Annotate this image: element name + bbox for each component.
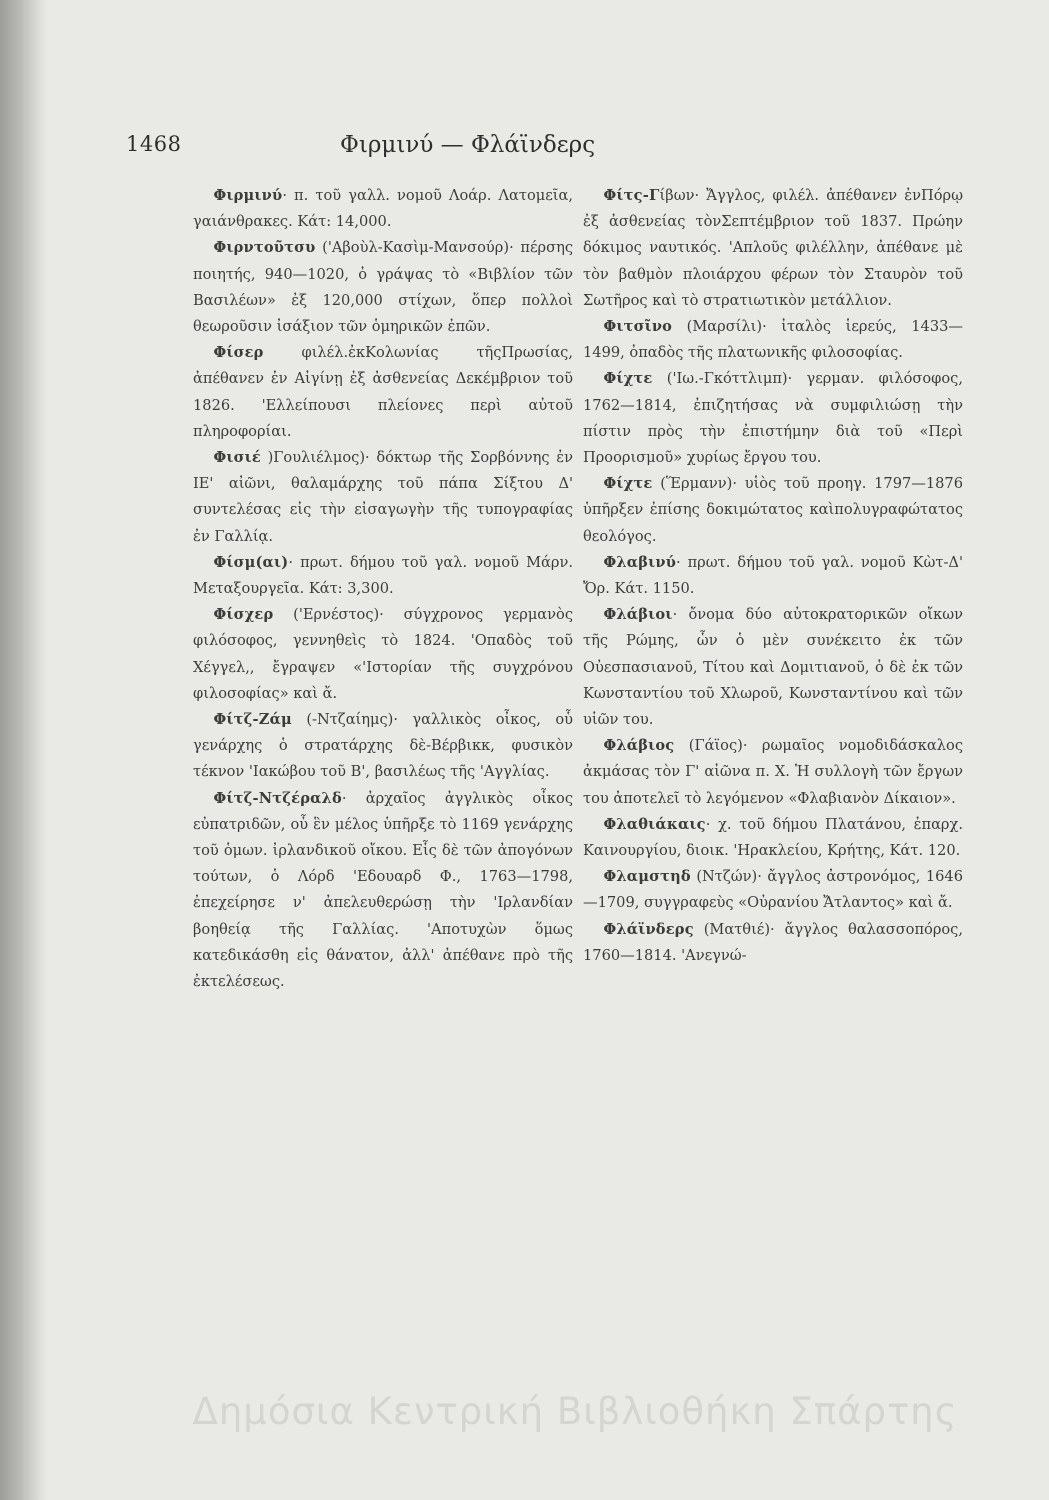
entry-headword: Φλαμστηδ bbox=[603, 868, 691, 886]
dictionary-entry bbox=[193, 340, 573, 445]
entry-text: ('Αβοὺλ-Κασὶμ-Μανσούρ)· πέρσης ποιητής, 940—1020, ὁ γράψας τὸ «Βιβλίον τῶν Βασιλέων» ἐξ 120,000 στίχων, ὅπερ πολλοὶ θεωροῦσιν ἰσάξιον τῶν ὁμηρικῶν ἐπῶν. bbox=[193, 239, 573, 336]
entry-headword: Φιτσῖνο bbox=[603, 318, 673, 336]
left-column bbox=[193, 183, 573, 995]
dictionary-entry bbox=[583, 602, 963, 733]
entry-headword: Φίσχερ bbox=[213, 606, 274, 624]
entry-text: · πρωτ. δήμου τοῦ γαλ. νομοῦ Κὼτ-Δ' Ὄρ. Κάτ. 1150. bbox=[583, 553, 963, 598]
entry-text: (Ἕρμανν)· υἱὸς τοῦ προηγ. 1797—1876 ὑπῆρξεν ἐπίσης δοκιμώτατος καὶπολυγραφώτατος θεολόγος. bbox=[583, 475, 963, 545]
dictionary-entry bbox=[583, 917, 963, 969]
right-column bbox=[583, 183, 963, 969]
entry-headword: Φίχτε bbox=[603, 370, 653, 388]
entry-headword: Φλάϊνδερς bbox=[603, 920, 694, 938]
entry-headword: Φίτζ-Ζάμ bbox=[213, 711, 292, 729]
entry-text: (Ντζών)· ἄγγλος ἀστρονόμος, 1646—1709, συγγραφεὺς «Οὐρανίου Ἄτλαντος» καὶ ἄ. bbox=[583, 868, 963, 912]
running-head: Φιρμινύ — Φλάϊνδερς bbox=[340, 132, 596, 158]
entry-text: φιλέλ.ἐκΚολωνίας τῆςΠρωσίας, ἀπέθανεν ἐν Αἰγίνῃ ἐξ ἀσθενείας Δεκέμβριον τοῦ 1826. 'Ελλείπουσι πλείονες περὶ αὐτοῦ πληροφορίαι. bbox=[193, 344, 573, 440]
entry-headword: Φιρντοῦτσυ bbox=[213, 239, 316, 257]
dictionary-entry bbox=[193, 602, 573, 707]
entry-text: · π. τοῦ γαλλ. νομοῦ Λοάρ. Λατομεῖα, γαιάνθρακες. Κάτ: 14,000. bbox=[193, 187, 573, 231]
dictionary-entry bbox=[583, 471, 963, 550]
entry-text: · ὄνομα δύο αὐτοκρατορικῶν οἴκων τῆς Ρώμης, ὧν ὁ μὲν συνέκειτο ἐκ τῶν Οὐεσπασιανοῦ, Τίτου καὶ Δομιτιανοῦ, ὁ δὲ ἐκ τῶν Κωνσταντίου τοῦ Χλωροῦ, Κωνσταντίνου καὶ τῶν υἱῶν του. bbox=[583, 606, 963, 729]
dictionary-entry bbox=[193, 235, 573, 340]
entry-text: ίβων· Ἄγγλος, φιλέλ. ἀπέθανεν ἐνΠόρῳ ἐξ ἀσθενείας τὸνΣεπτέμβριον τοῦ 1837. Πρώην δόκιμος ναυτικός. 'Απλοῦς φιλέλλην, ἀπέθανε μὲ τὸν βαθμὸν πλοιάρχου φέρων τὸν Σταυρὸν τοῦ Σωτῆρος καὶ τὸ στρατιωτικὸν μετάλλιον. bbox=[583, 187, 963, 309]
entry-text: · ἀρχαῖος ἀγγλικὸς οἶκος εὐπατριδῶν, οὗ ἓν μέλος ὑπῆρξε τὸ 1169 γενάρχης τοῦ ὁμων. ἰρλανδικοῦ οἴκου. Εἷς δὲ τῶν ἀπογόνων τούτων, ὁ Λόρδ 'Εδουαρδ Φ., 1763—1798, ἐπεχείρησε ν' ἀπελευθερώσῃ τὴν 'Ιρλανδίαν βοηθείᾳ τῆς Γαλλίας. 'Αποτυχὼν ὅμως κατεδικάσθη εἰς θάνατον, ἀλλ' ἀπέθανε πρὸ τῆς ἐκτελέσεως. bbox=[193, 789, 573, 991]
dictionary-entry bbox=[193, 707, 573, 786]
entry-headword: Φίχτε bbox=[603, 475, 653, 493]
page-header bbox=[126, 132, 976, 166]
dictionary-entry bbox=[193, 183, 573, 235]
dictionary-entry bbox=[583, 550, 963, 602]
page-number: 1468 bbox=[126, 132, 182, 156]
dictionary-entry bbox=[193, 786, 573, 996]
entry-headword: Φλαθιάκαις bbox=[603, 815, 706, 833]
entry-text: )Γουλιέλμος)· δόκτωρ τῆς Σορβόννης ἐν ΙΕ' αἰῶνι, θαλαμάρχης τοῦ πάπα Σίξτου Δ' συντελέσας εἰς τὴν εἰσαγωγὴν τῆς τυπογραφίας ἐν Γαλλίᾳ. bbox=[193, 449, 573, 545]
entry-headword: Φίσερ bbox=[213, 344, 264, 362]
library-watermark: Δημόσια Κεντρική Βιβλιοθήκη Σπάρτης bbox=[192, 1390, 958, 1433]
entry-headword: Φισιέ bbox=[213, 449, 261, 467]
dictionary-entry bbox=[583, 366, 963, 471]
dictionary-entry bbox=[583, 183, 963, 314]
dictionary-entry bbox=[583, 314, 963, 366]
dictionary-entry bbox=[193, 550, 573, 602]
entry-headword: Φιρμινύ bbox=[213, 187, 283, 204]
entry-headword: Φίτς-Γ bbox=[603, 187, 660, 204]
entry-text: · χ. τοῦ δήμου Πλατάνου, ἐπαρχ. Καινουργίου, διοικ. 'Ηρακλείου, Κρήτης, Κάτ. 120. bbox=[583, 815, 963, 860]
entry-text: (-Ντζαίημς)· γαλλικὸς οἶκος, οὗ γενάρχης ὁ στρατάρχης δὲ-Βέρβικκ, φυσικὸν τέκνον 'Ιακώβου τοῦ Β', βασιλέως τῆς 'Αγγλίας. bbox=[193, 711, 573, 781]
binding-shadow bbox=[0, 0, 48, 1500]
dictionary-entry bbox=[583, 864, 963, 916]
dictionary-entry bbox=[583, 812, 963, 864]
entry-text: (Μαρσίλι)· ἰταλὸς ἱερεύς, 1433—1499, ὀπαδὸς τῆς πλατωνικῆς φιλοσοφίας. bbox=[583, 318, 963, 362]
entry-headword: Φίτζ-Ντζέραλδ bbox=[213, 789, 342, 807]
entry-headword: Φλάβιος bbox=[603, 737, 675, 755]
dictionary-entry bbox=[583, 733, 963, 812]
entry-text: ('Ερνέστος)· σύγχρονος γερμανὸς φιλόσοφος, γεννηθεὶς τὸ 1824. 'Οπαδὸς τοῦ Χέγγελ,, ἔγραψεν «'Ιστορίαν τῆς συγχρόνου φιλοσοφίας» καὶ ἄ. bbox=[193, 606, 573, 702]
entry-text: (Ματθιέ)· ἄγγλος θαλασσοπόρος, 1760—1814. 'Ανεγνώ- bbox=[583, 920, 963, 964]
entry-text: ('Ιω.-Γκόττλιμπ)· γερμαν. φιλόσοφος, 1762—1814, ἐπιζητήσας νὰ συμφιλιώσῃ τὴν πίστιν πρὸς τὴν ἐπιστήμην διὰ τοῦ «Περὶ Προορισμοῦ» χυρίως ἔργου του. bbox=[583, 370, 963, 467]
entry-text: (Γάϊος)· ρωμαῖος νομοδιδάσκαλος ἀκμάσας τὸν Γ' αἰῶνα π. Χ. Ἡ συλλογὴ τῶν ἔργων του ἀποτελεῖ τὸ λεγόμενον «Φλαβιανὸν Δίκαιον». bbox=[583, 737, 963, 807]
entry-headword: Φλαβινύ bbox=[603, 553, 677, 571]
dictionary-entry bbox=[193, 445, 573, 550]
entry-headword: Φίσμ(αι) bbox=[213, 553, 289, 571]
entry-text: · πρωτ. δήμου τοῦ γαλ. νομοῦ Μάρν. Μεταξουργεῖα. Κάτ: 3,300. bbox=[193, 553, 573, 598]
entry-headword: Φλάβιοι bbox=[603, 606, 673, 624]
